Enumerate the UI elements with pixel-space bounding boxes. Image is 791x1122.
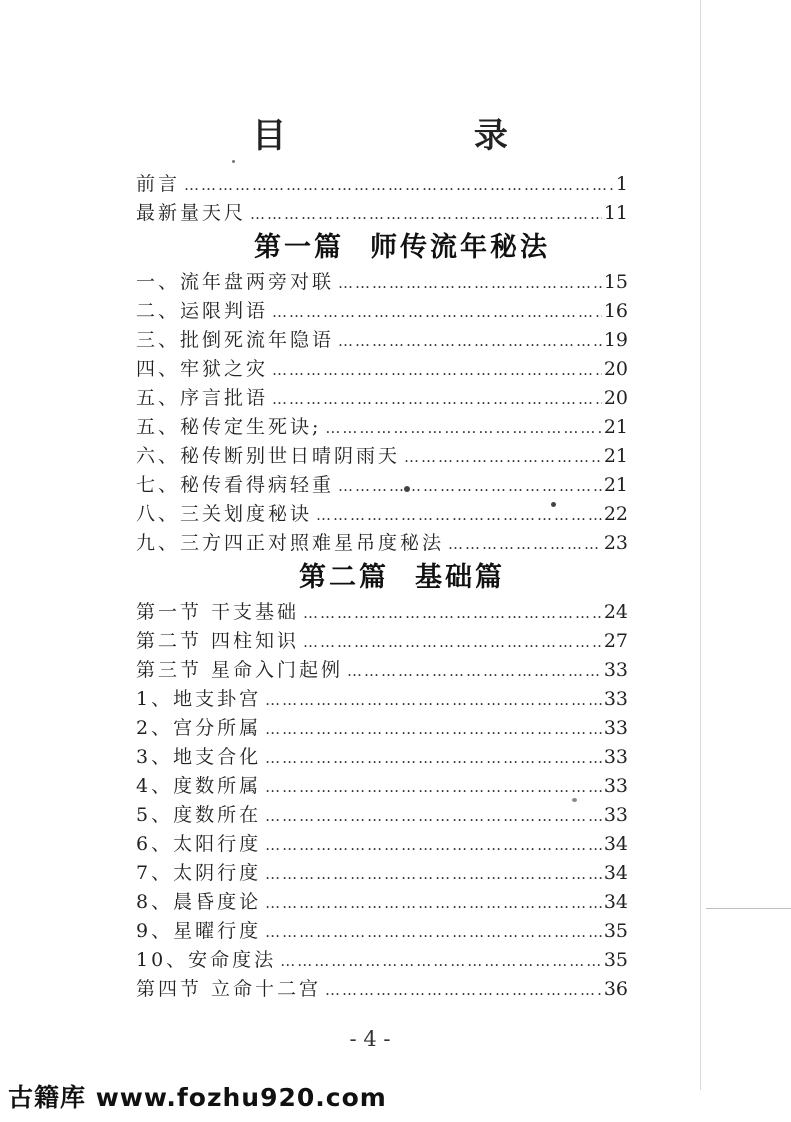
- part-number: 第一篇: [254, 232, 344, 263]
- toc-entry[interactable]: [136, 442, 628, 471]
- toc-entry-label: 5、度数所在: [136, 804, 262, 826]
- toc-entry-label: 前言: [136, 173, 181, 195]
- dot-leader: [303, 599, 602, 628]
- toc-entry[interactable]: [136, 801, 628, 830]
- dot-leader: [347, 657, 602, 686]
- page-number: - 4 -: [349, 1027, 391, 1051]
- toc-entry-label: 4、度数所属: [136, 775, 262, 797]
- toc-entry-label: 三、批倒死流年隐语: [136, 329, 335, 351]
- toc-entry-label: 第三节 星命入门起例: [136, 659, 344, 681]
- dot-leader: [338, 327, 602, 356]
- toc-entry-label: 五、秘传定生死诀;: [136, 416, 322, 438]
- toc-entry[interactable]: [136, 598, 628, 627]
- toc-entry-label: 7、太阴行度: [136, 862, 262, 884]
- dot-leader: [265, 860, 602, 889]
- watermark-text: 古籍库 www.fozhu920.com: [8, 1083, 387, 1112]
- toc-entry-label: 2、宫分所属: [136, 717, 262, 739]
- toc-entry[interactable]: [136, 656, 628, 685]
- toc-entry-page: 23: [603, 532, 628, 554]
- toc-entry[interactable]: [136, 946, 628, 975]
- toc-entry-page: 34: [603, 862, 628, 884]
- toc-entry[interactable]: [136, 888, 628, 917]
- toc-entry[interactable]: [136, 199, 628, 228]
- toc-entry-label: 八、三关划度秘诀: [136, 503, 313, 525]
- toc-entry[interactable]: [136, 326, 628, 355]
- toc-entry-label: 二、运限判语: [136, 300, 269, 322]
- toc-entry[interactable]: [136, 268, 628, 297]
- toc-entry-label: 七、秘传看得病轻重: [136, 474, 335, 496]
- toc-entry-page: 1: [615, 173, 628, 195]
- dot-leader: [272, 385, 602, 414]
- part-heading: [136, 558, 628, 598]
- toc-entry-page: 19: [603, 329, 628, 351]
- toc-entry[interactable]: [136, 529, 628, 558]
- toc-entry-page: 21: [603, 474, 628, 496]
- dot-leader: [184, 171, 614, 200]
- part-number: 第二篇: [299, 562, 389, 593]
- dot-leader: [272, 356, 602, 385]
- scan-edge-line: [700, 0, 701, 1090]
- dot-leader: [448, 530, 602, 559]
- dot-leader: [265, 715, 602, 744]
- toc-entry[interactable]: [136, 859, 628, 888]
- toc-entry-page: 27: [603, 630, 628, 652]
- dot-leader: [265, 918, 602, 947]
- toc-entry-label: 8、晨昏度论: [136, 891, 262, 913]
- toc-entry-page: 21: [603, 416, 628, 438]
- part-name: 师传流年秘法: [370, 232, 550, 263]
- dot-leader: [338, 472, 602, 501]
- toc-entry-label: 最新量天尺: [136, 202, 247, 224]
- toc-entry[interactable]: [136, 772, 628, 801]
- toc-entry-label: 1、地支卦宫: [136, 688, 262, 710]
- dot-leader: [280, 947, 602, 976]
- toc-entry-page: 21: [603, 445, 628, 467]
- toc-entry[interactable]: [136, 714, 628, 743]
- toc-entry-page: 35: [603, 920, 628, 942]
- toc-entry-label: 3、地支合化: [136, 746, 262, 768]
- toc-entry-page: 20: [603, 358, 628, 380]
- toc-entry-label: 第四节 立命十二宫: [136, 978, 322, 1000]
- toc-entry-page: 33: [603, 804, 628, 826]
- toc-entry[interactable]: [136, 413, 628, 442]
- toc-entry-label: 五、序言批语: [136, 387, 269, 409]
- page-title: 目 录: [252, 116, 596, 156]
- scan-speck: [572, 798, 577, 802]
- toc-entry-page: 11: [603, 202, 628, 224]
- dot-leader: [316, 501, 602, 530]
- dot-leader: [265, 889, 602, 918]
- toc-entry-page: 34: [603, 833, 628, 855]
- toc-entry-label: 6、太阳行度: [136, 833, 262, 855]
- scan-speck: [404, 486, 410, 492]
- dot-leader: [272, 298, 602, 327]
- toc-entry-page: 33: [603, 746, 628, 768]
- part-heading: [136, 228, 628, 268]
- toc-entry[interactable]: [136, 384, 628, 413]
- toc-entry[interactable]: [136, 975, 628, 1004]
- toc-entry[interactable]: [136, 627, 628, 656]
- toc-entry-label: 第二节 四柱知识: [136, 630, 300, 652]
- toc-entry[interactable]: [136, 355, 628, 384]
- toc-entry[interactable]: [136, 917, 628, 946]
- toc-entry-page: 22: [603, 503, 628, 525]
- dot-leader: [265, 744, 602, 773]
- toc-entry-label: 九、三方四正对照难星吊度秘法: [136, 532, 445, 554]
- scan-speck: [551, 502, 556, 507]
- dot-leader: [325, 414, 601, 443]
- toc-entry-page: 33: [603, 775, 628, 797]
- toc-entry[interactable]: [136, 471, 628, 500]
- toc-entry-label: 六、秘传断别世日晴阴雨天: [136, 445, 401, 467]
- toc-entry-label: 第一节 干支基础: [136, 601, 300, 623]
- toc-entry[interactable]: [136, 743, 628, 772]
- dot-leader: [265, 831, 602, 860]
- toc-entry-page: 24: [603, 601, 628, 623]
- toc-entry-label: 一、流年盘两旁对联: [136, 271, 335, 293]
- dot-leader: [404, 443, 602, 472]
- toc-entry[interactable]: [136, 170, 628, 199]
- toc-entry[interactable]: [136, 830, 628, 859]
- table-of-contents: [136, 170, 628, 1004]
- toc-entry-page: 16: [603, 300, 628, 322]
- toc-entry-page: 33: [603, 659, 628, 681]
- toc-entry-page: 33: [603, 688, 628, 710]
- scan-speck: [232, 160, 235, 163]
- toc-entry-label: 10、安命度法: [136, 949, 277, 971]
- dot-leader: [250, 200, 602, 229]
- toc-entry-page: 15: [603, 271, 628, 293]
- dot-leader: [303, 628, 602, 657]
- scan-mark-line: [706, 908, 791, 909]
- toc-entry-page: 33: [603, 717, 628, 739]
- toc-entry-label: 9、星曜行度: [136, 920, 262, 942]
- dot-leader: [265, 773, 602, 802]
- toc-entry[interactable]: [136, 685, 628, 714]
- toc-entry-page: 36: [603, 978, 628, 1000]
- part-name: 基础篇: [415, 562, 505, 593]
- dot-leader: [265, 686, 602, 715]
- dot-leader: [338, 269, 602, 298]
- toc-entry-page: 34: [603, 891, 628, 913]
- toc-entry-label: 四、牢狱之灾: [136, 358, 269, 380]
- toc-entry[interactable]: [136, 297, 628, 326]
- toc-entry-page: 20: [603, 387, 628, 409]
- dot-leader: [265, 802, 602, 831]
- dot-leader: [325, 976, 602, 1005]
- toc-entry-page: 35: [603, 949, 628, 971]
